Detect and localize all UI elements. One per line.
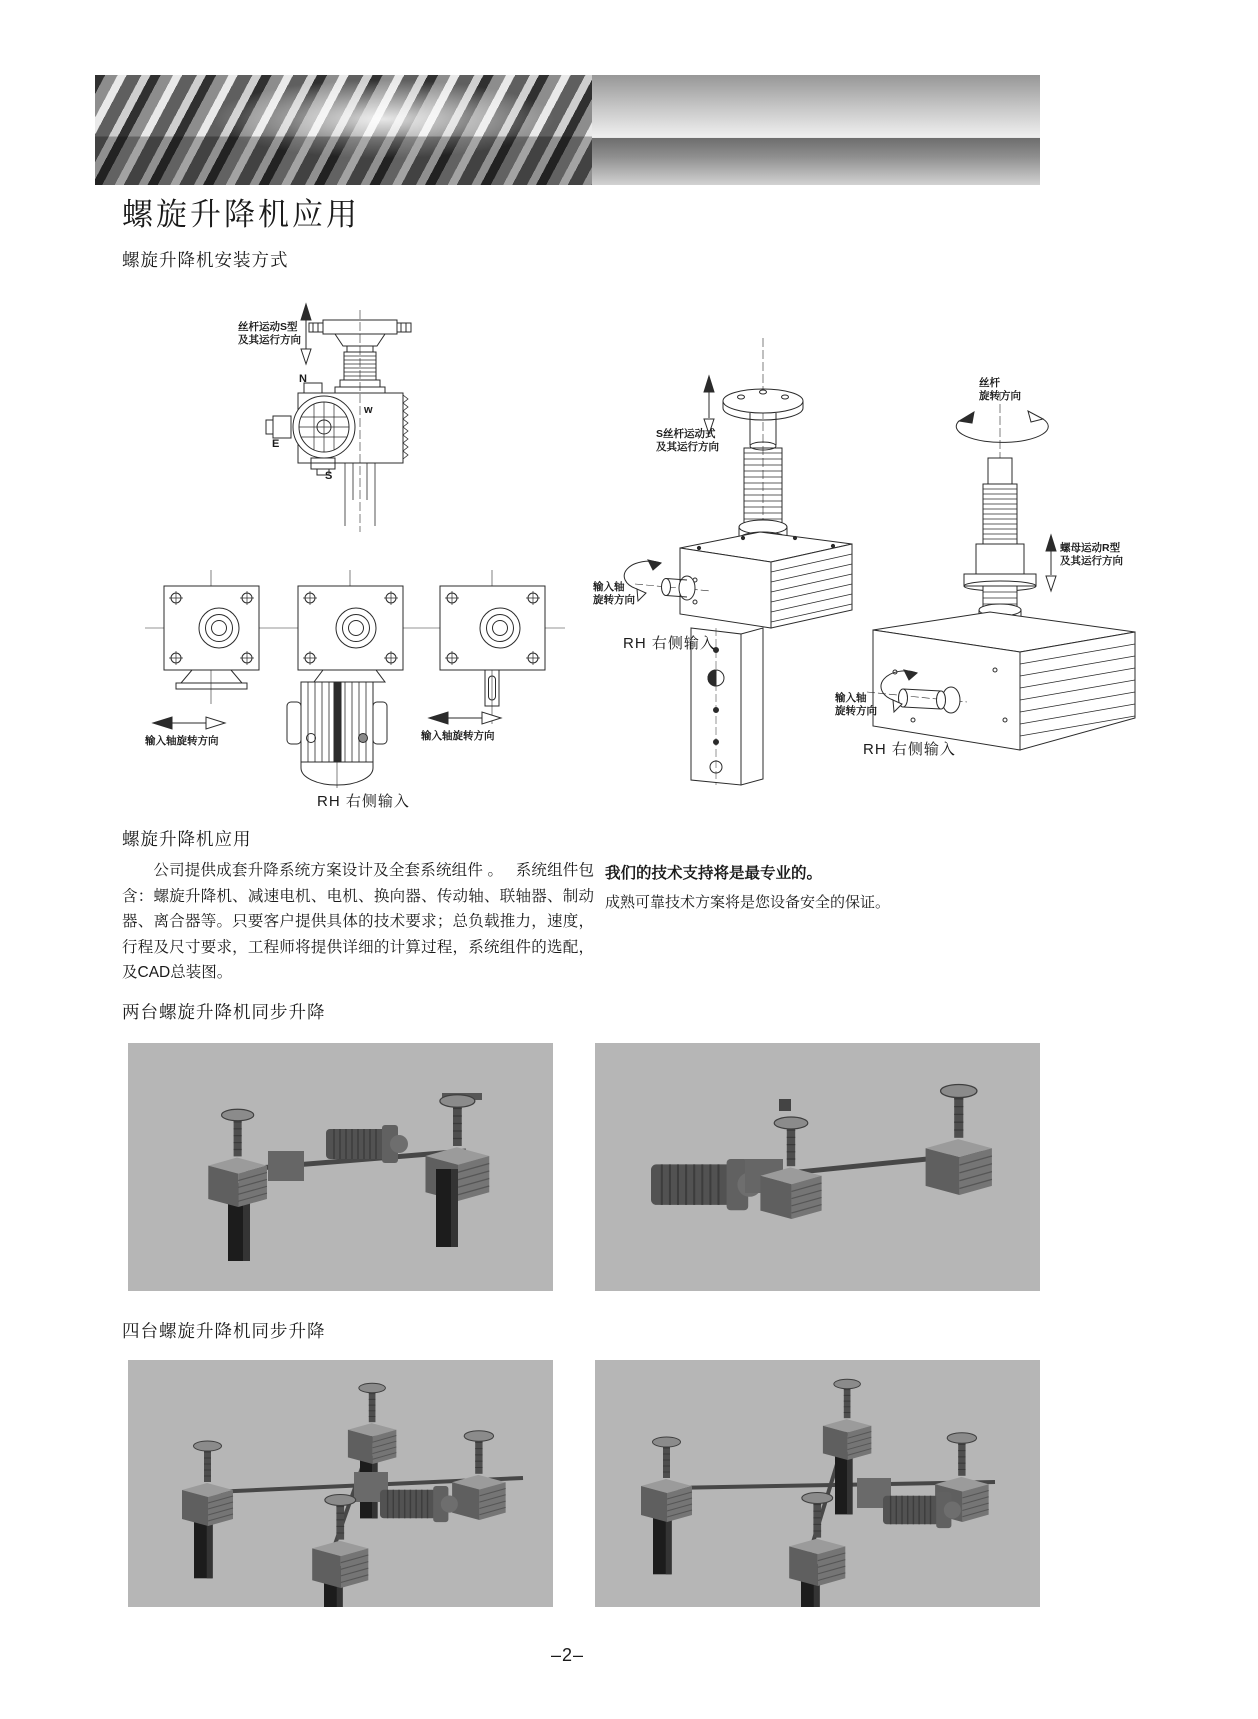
direction-letter-n: N [299, 373, 307, 385]
up-down-arrow-icon [704, 376, 714, 434]
rotation-double-arrow-icon [429, 712, 501, 724]
application-paragraph: 公司提供成套升降系统方案设计及全套系统组件 。 系统组件包含：螺旋升降机、减速电机、电机、换向器、传动轴、联轴器、制动器、离合器等。只要客户提供具体的技术要求；总负载推力，速度，行程及尺寸要求，工程师将提供详细的计算过程，系统组件的选配，及CAD总装图。 [122, 862, 594, 981]
mounting-diagrams-drawing [95, 280, 1155, 820]
s-screw-motion-label: S丝杆运动式 及其运行方向 [656, 428, 719, 453]
screw-rotation-label: 丝杆 旋转方向 [979, 377, 1021, 402]
rh-right-input-label: RH 右侧输入 [623, 635, 716, 652]
application-section-heading: 螺旋升降机应用 [122, 829, 252, 849]
input-shaft-label: 输入轴 旋转方向 [593, 581, 635, 606]
direction-letter-s: S [325, 470, 333, 482]
support-statement-bold: 我们的技术支持将是最专业的。 [605, 865, 823, 882]
nut-motion-r-label: 螺母运动R型 及其运行方向 [1060, 542, 1123, 567]
footprint-views-drawing [145, 570, 565, 788]
two-jacks-heading: 两台螺旋升降机同步升降 [122, 1002, 326, 1022]
motor-drawing [287, 670, 387, 788]
gears-photo [95, 75, 592, 185]
iso-jack-rotating-screw-drawing [867, 392, 1135, 750]
rh-right-input-label: RH 右侧输入 [317, 793, 410, 810]
page-number: –2– [550, 1645, 585, 1665]
four-jacks-heading: 四台螺旋升降机同步升降 [122, 1321, 326, 1341]
support-statement: 成熟可靠技术方案将是您设备安全的保证。 [605, 894, 891, 911]
input-shaft-rotation-label: 输入轴旋转方向 [421, 730, 495, 742]
photo-four-jacks-left [128, 1360, 553, 1607]
screw-motion-s-label: 丝杆运动S型 及其运行方向 [238, 321, 301, 346]
photo-two-jacks-left [128, 1043, 553, 1291]
install-section-heading: 螺旋升降机安装方式 [122, 250, 289, 270]
input-shaft-rotation-label: 输入轴旋转方向 [145, 735, 219, 747]
header-banner [95, 75, 1040, 185]
photo-four-jacks-right [595, 1360, 1040, 1607]
mounting-diagrams [95, 280, 1155, 820]
up-down-arrow-icon [301, 304, 311, 364]
iso-jack-translating-screw-drawing [624, 338, 852, 785]
page-title: 螺旋升降机应用 [122, 197, 360, 232]
direction-letter-w: w [364, 404, 373, 416]
rotation-double-arrow-icon [153, 717, 225, 729]
direction-letter-e: E [272, 438, 280, 450]
rh-right-input-label: RH 右侧输入 [863, 741, 956, 758]
up-down-arrow-icon [1046, 535, 1056, 591]
photo-two-jacks-right [595, 1043, 1040, 1291]
rotation-ellipse-arrow-icon [956, 411, 1048, 442]
input-shaft-label: 输入轴 旋转方向 [835, 692, 877, 717]
